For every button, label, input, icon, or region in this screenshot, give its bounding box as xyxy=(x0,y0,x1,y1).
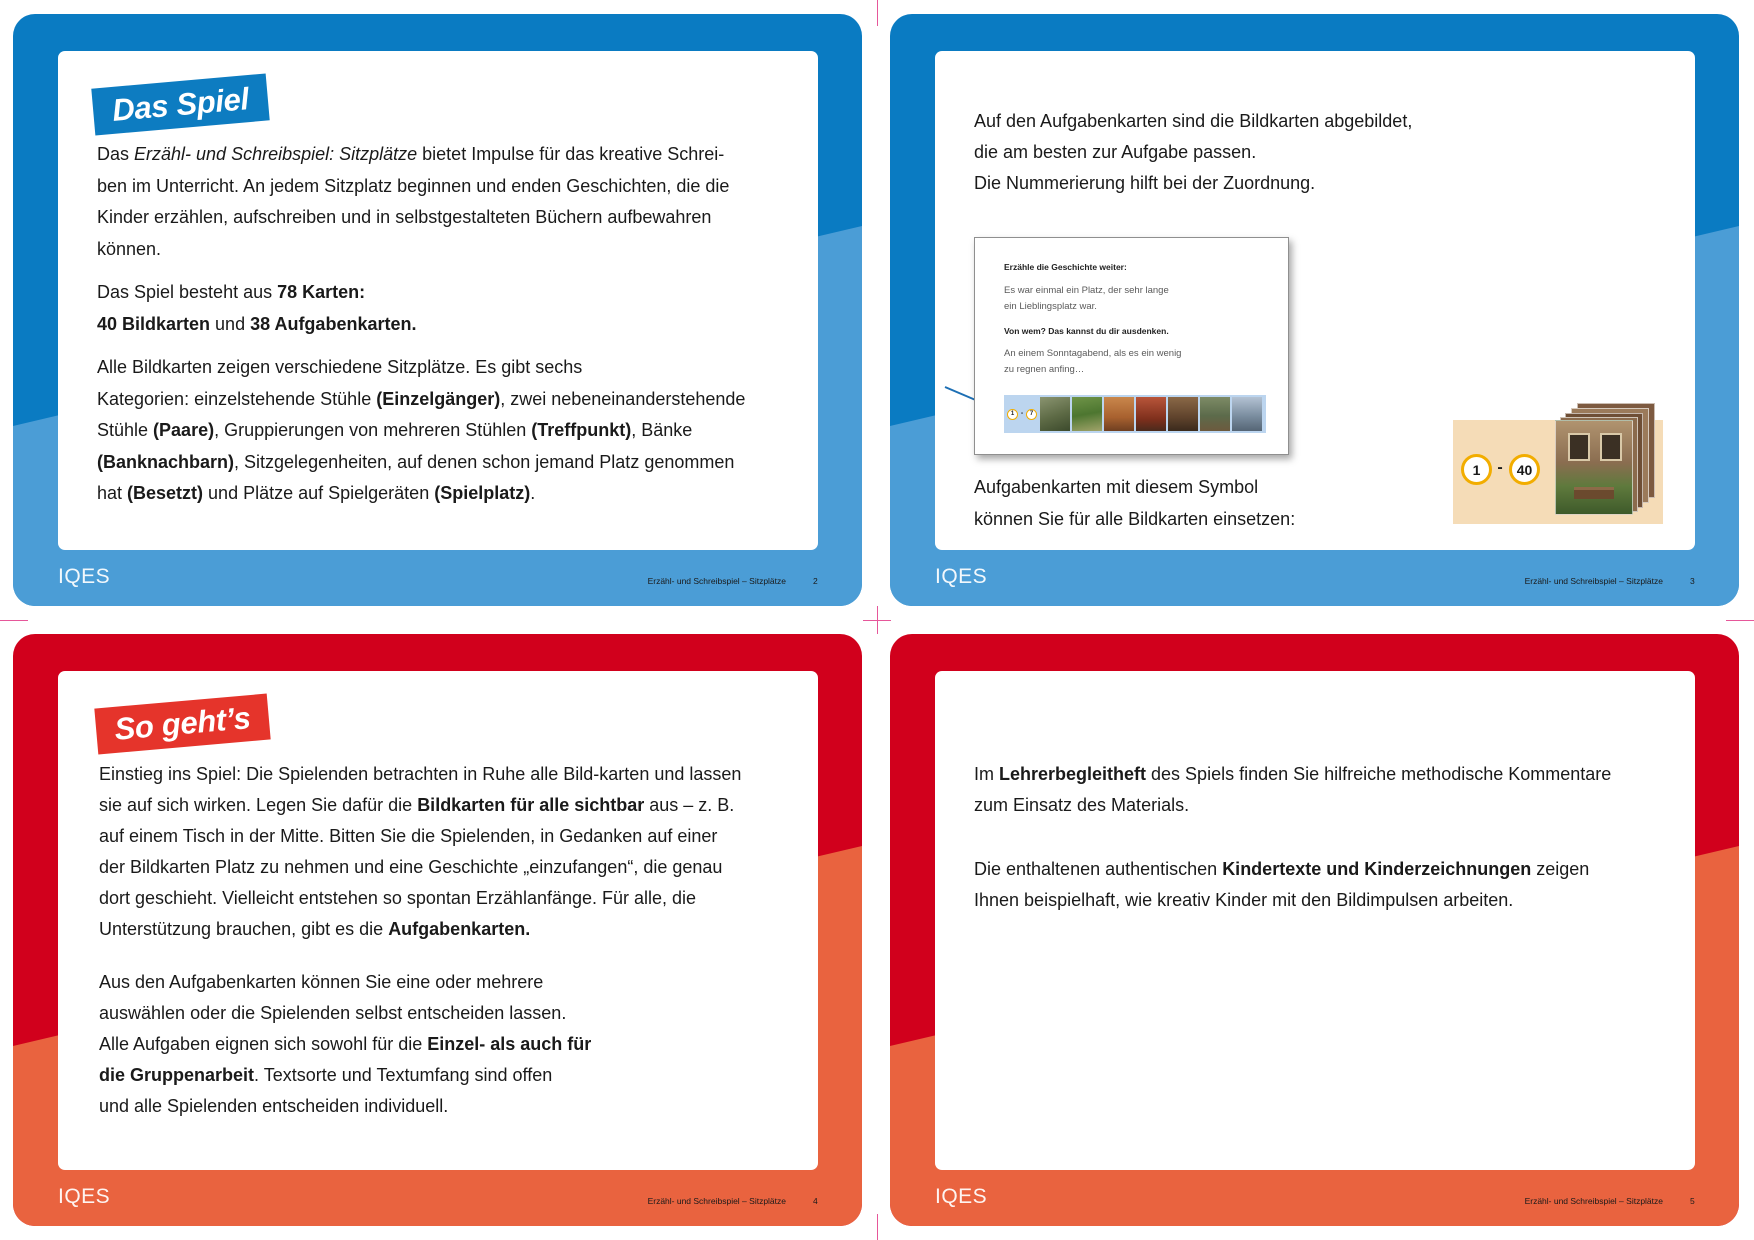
text-run: können Sie für alle Bildkarten einsetzen: xyxy=(974,509,1296,529)
bold-text: (Besetzt) xyxy=(127,483,204,503)
italic-text: Erzähl- und Schreibspiel: Sitzplätze xyxy=(134,144,418,164)
text-line xyxy=(974,471,1295,503)
text-run: die am besten zur Aufgabe passen. xyxy=(974,142,1257,162)
text-run: Die enthaltenen authentischen xyxy=(974,858,1223,879)
text-line xyxy=(99,790,741,821)
crop-mark-center-vertical xyxy=(877,606,878,634)
body-text xyxy=(97,139,745,510)
text-run: sie auf sich wirken. Legen Sie dafür die xyxy=(99,795,418,816)
iqes-logo: IQES xyxy=(935,1185,988,1208)
text-line xyxy=(974,137,1412,168)
body-text xyxy=(974,759,1611,916)
text-run: Kategorien: einzelstehende Stühle xyxy=(97,388,377,409)
thumbnail-photo xyxy=(1232,397,1262,431)
bold-text: (Einzelgänger) xyxy=(376,388,501,409)
text-run: Das xyxy=(97,144,135,164)
text-line xyxy=(99,821,741,852)
bold-text: Bildkarten für alle sichtbar xyxy=(417,795,645,816)
thumbnail-photo xyxy=(1040,397,1070,431)
all-cards-symbol xyxy=(1453,420,1663,524)
thumbnail-photo xyxy=(1104,397,1134,431)
card-aufgabenkarten xyxy=(890,14,1739,606)
paragraph xyxy=(974,471,1295,535)
text-run: . xyxy=(530,483,536,503)
paragraph xyxy=(97,139,745,265)
text-line xyxy=(97,478,745,510)
text-line xyxy=(97,447,745,479)
paragraph xyxy=(99,759,741,946)
text-run: Ihnen beispielhaft, wie kreativ Kinder mit den Bildimpulsen arbeiten. xyxy=(974,889,1514,910)
text-run: hat xyxy=(97,483,128,503)
text-run: Die Nummerierung hilft bei der Zuordnung. xyxy=(974,173,1316,193)
text-run: ben im Unterricht. An jedem Sitzplatz beginnen und enden Geschichten, die die xyxy=(97,175,730,196)
task-card-prompt-line: ein Lieblingsplatz war. xyxy=(1004,300,1097,312)
text-line xyxy=(97,139,745,171)
text-run: der Bildkarten Platz zu nehmen und eine Geschichte „einzufangen“, die genau xyxy=(99,857,723,878)
task-card-continuation xyxy=(1004,346,1181,377)
card-das-spiel xyxy=(13,14,862,606)
text-line xyxy=(974,854,1611,885)
text-run: Im xyxy=(974,764,999,784)
text-run: , Gruppierungen von mehreren Stühlen xyxy=(214,420,532,440)
title-text: So geht’s xyxy=(113,700,252,747)
text-run: , zwei nebeneinanderstehende xyxy=(500,388,746,409)
iqes-logo: IQES xyxy=(58,1185,111,1208)
text-run: und xyxy=(210,313,251,334)
text-run: Aus den Aufgabenkarten können Sie eine oder mehrere xyxy=(99,971,544,992)
text-run: Alle Aufgaben eignen sich sowohl für die xyxy=(99,1033,428,1054)
range-start-circle: 1 xyxy=(1007,409,1018,420)
text-run: dort geschieht. Vielleicht entstehen so spontan Erzählanfänge. Für alle, die xyxy=(99,888,697,909)
bold-text: die Gruppenarbeit xyxy=(99,1064,255,1085)
paragraph xyxy=(974,854,1611,916)
bold-text: (Spielplatz) xyxy=(434,483,531,503)
bold-text: 40 Bildkarten xyxy=(97,313,211,334)
text-run: Unterstützung brauchen, gibt es die xyxy=(99,919,389,940)
text-line xyxy=(97,309,745,341)
text-run: des Spiels finden Sie hilfreiche methodische Kommentare xyxy=(1146,764,1612,784)
symbol-explanation-text xyxy=(974,471,1295,535)
text-line xyxy=(974,503,1295,535)
card-content-panel xyxy=(58,51,818,550)
crop-mark-right xyxy=(1726,620,1754,621)
text-line xyxy=(99,1029,741,1060)
range-end-circle: 7 xyxy=(1026,409,1037,420)
text-run: Kinder erzählen, aufschreiben und in selbstgestalteten Büchern aufbewahren xyxy=(97,207,712,227)
text-line xyxy=(97,277,745,309)
thumbnail-photo xyxy=(1168,397,1198,431)
paragraph xyxy=(97,277,745,340)
text-line xyxy=(99,1091,741,1122)
symbol-range-end: 40 xyxy=(1509,454,1540,485)
page-number: 4 xyxy=(813,1196,818,1206)
task-card-prompt-line: Es war einmal ein Platz, der sehr lange xyxy=(1004,285,1169,296)
title-badge xyxy=(94,694,270,755)
paragraph xyxy=(974,106,1412,199)
text-run: Auf den Aufgabenkarten sind die Bildkarten abgebildet, xyxy=(974,111,1413,131)
text-run: Einstieg ins Spiel: Die Spielenden betrachten in Ruhe alle Bild-karten und lassen xyxy=(99,764,742,784)
text-run: , Bänke xyxy=(631,420,693,440)
title-badge xyxy=(91,73,269,135)
text-line xyxy=(974,885,1611,916)
thumbnail-photo xyxy=(1072,397,1102,431)
card-content-panel xyxy=(935,671,1695,1170)
text-run: aus – z. B. xyxy=(644,795,735,816)
paragraph xyxy=(97,352,745,510)
text-line xyxy=(97,234,745,266)
text-line xyxy=(97,384,745,416)
paragraph xyxy=(974,759,1611,821)
thumbnail-photo xyxy=(1200,397,1230,431)
photo-window xyxy=(1600,433,1622,461)
text-run: auswählen oder die Spielenden selbst entscheiden lassen. xyxy=(99,1002,567,1023)
page-number: 2 xyxy=(813,576,818,586)
text-line xyxy=(99,967,741,998)
crop-mark-bottom xyxy=(877,1214,878,1240)
thumbnail-photo xyxy=(1136,397,1166,431)
text-line xyxy=(99,914,741,945)
front-photo xyxy=(1555,420,1633,515)
text-line xyxy=(97,352,745,384)
footer-title: Erzähl- und Schreibspiel – Sitzplätze xyxy=(647,576,786,586)
text-run: . Textsorte und Textumfang sind offen xyxy=(254,1064,553,1085)
task-card-question: Von wem? Das kannst du dir ausdenken. xyxy=(1004,326,1169,336)
bold-text: 38 Aufgabenkarten. xyxy=(250,313,417,334)
crop-mark-left xyxy=(0,620,28,621)
text-run: Alle Bildkarten zeigen verschiedene Sitzplätze. Es gibt sechs xyxy=(97,357,583,377)
card-lehrerbegleitheft xyxy=(890,634,1739,1226)
symbol-range-start: 1 xyxy=(1461,454,1492,485)
text-run: auf einem Tisch in der Mitte. Bitten Sie die Spielenden, in Gedanken auf einer xyxy=(99,826,718,847)
picture-card-stack xyxy=(1555,403,1655,515)
text-line xyxy=(99,852,741,883)
text-line xyxy=(99,759,741,790)
text-line xyxy=(97,171,745,203)
picture-card-strip xyxy=(1004,395,1266,433)
text-run: und alle Spielenden entscheiden individuell. xyxy=(99,1095,449,1116)
text-run: zeigen xyxy=(1531,858,1590,879)
text-run: Das Spiel besteht aus xyxy=(97,282,278,302)
footer-title: Erzähl- und Schreibspiel – Sitzplätze xyxy=(1524,576,1663,586)
bold-text: (Paare) xyxy=(153,420,215,440)
body-text xyxy=(99,759,741,1122)
bold-text: Lehrerbegleitheft xyxy=(999,764,1147,784)
page-number: 3 xyxy=(1690,576,1695,586)
bold-text: (Banknachbarn) xyxy=(97,451,235,472)
text-run: können. xyxy=(97,238,162,259)
task-card-example xyxy=(974,237,1289,455)
iqes-logo: IQES xyxy=(58,565,111,588)
text-run: , Sitzgelegenheiten, auf denen schon jemand Platz genommen xyxy=(234,451,735,472)
text-run: zum Einsatz des Materials. xyxy=(974,795,1190,815)
crop-mark-top xyxy=(877,0,878,26)
text-line xyxy=(974,759,1611,790)
symbol-range-separator: - xyxy=(1497,459,1503,476)
text-line xyxy=(99,1060,741,1091)
task-card-prompt xyxy=(1004,283,1169,314)
bold-text: (Treffpunkt) xyxy=(531,420,632,440)
text-line xyxy=(974,106,1412,137)
bold-text: Aufgabenkarten. xyxy=(388,919,531,940)
bold-text: 78 Karten: xyxy=(277,282,366,302)
text-run: Aufgabenkarten mit diesem Symbol xyxy=(974,477,1259,497)
bold-text: Einzel- als auch für xyxy=(427,1033,592,1054)
text-run: und Plätze auf Spielgeräten xyxy=(203,483,435,503)
photo-bench xyxy=(1574,487,1614,499)
text-line xyxy=(99,998,741,1029)
text-line xyxy=(97,415,745,447)
footer-title: Erzähl- und Schreibspiel – Sitzplätze xyxy=(647,1196,786,1206)
card-content-panel xyxy=(935,51,1695,550)
task-card-continuation-line: zu regnen anfing… xyxy=(1004,363,1085,375)
card-content-panel xyxy=(58,671,818,1170)
text-run: bietet Impulse für das kreative Schrei- xyxy=(417,144,725,164)
footer-title: Erzähl- und Schreibspiel – Sitzplätze xyxy=(1524,1196,1663,1206)
task-card-continuation-line: An einem Sonntagabend, als es ein wenig xyxy=(1004,348,1182,359)
text-run: Stühle xyxy=(97,420,154,440)
intro-text xyxy=(974,106,1412,199)
bold-text: Kindertexte und Kinderzeichnungen xyxy=(1222,858,1532,879)
task-card-heading: Erzähle die Geschichte weiter: xyxy=(1004,262,1127,272)
page-number: 5 xyxy=(1690,1196,1695,1206)
text-line xyxy=(974,790,1611,821)
text-line xyxy=(99,883,741,914)
title-text: Das Spiel xyxy=(110,80,251,128)
text-line xyxy=(974,168,1412,199)
photo-window xyxy=(1568,433,1590,461)
number-range-badge xyxy=(1007,408,1037,420)
range-separator: - xyxy=(1020,410,1024,417)
paragraph xyxy=(99,967,741,1122)
text-line xyxy=(97,202,745,234)
card-so-gehts xyxy=(13,634,862,1226)
iqes-logo: IQES xyxy=(935,565,988,588)
